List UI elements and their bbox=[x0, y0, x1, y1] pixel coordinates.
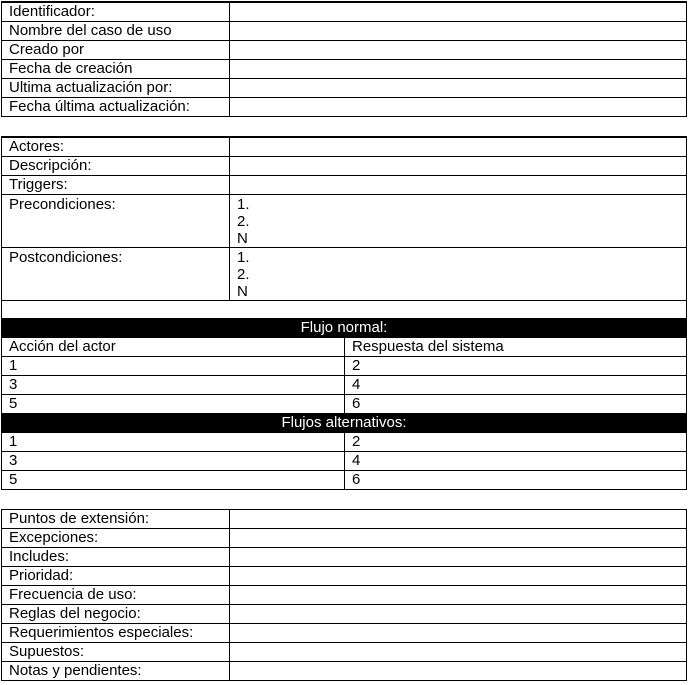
business-rules-value[interactable] bbox=[230, 605, 687, 624]
postcondition-item: N bbox=[237, 283, 248, 300]
alt-flow-system-step[interactable]: 6 bbox=[345, 471, 687, 490]
table-row bbox=[2, 60, 687, 79]
system-response-header: Respuesta del sistema bbox=[345, 338, 687, 357]
preconditions-label: Precondiciones: bbox=[2, 195, 230, 248]
table-row bbox=[2, 510, 687, 529]
exceptions-label: Excepciones: bbox=[2, 529, 230, 548]
creation-date-label: Fecha de creación bbox=[2, 60, 230, 79]
table-row bbox=[2, 586, 687, 605]
table-row bbox=[2, 376, 687, 395]
last-updated-by-label: Ultima actualización por: bbox=[2, 79, 230, 98]
table-row bbox=[2, 2, 687, 22]
normal-flow-actor-step[interactable]: 3 bbox=[2, 376, 345, 395]
table-row bbox=[2, 605, 687, 624]
preconditions-list[interactable] bbox=[230, 195, 687, 248]
precondition-item: 1. bbox=[237, 196, 250, 213]
identificador-value[interactable] bbox=[230, 2, 687, 22]
table-row bbox=[2, 643, 687, 662]
assumptions-value[interactable] bbox=[230, 643, 687, 662]
table-row bbox=[2, 452, 687, 471]
frequency-label: Frecuencia de uso: bbox=[2, 586, 230, 605]
identificador-label: Identificador: bbox=[2, 2, 230, 22]
table-row bbox=[2, 529, 687, 548]
table-row bbox=[2, 176, 687, 195]
details-table bbox=[1, 136, 687, 490]
notes-value[interactable] bbox=[230, 662, 687, 681]
normal-flow-system-step[interactable]: 2 bbox=[345, 357, 687, 376]
alt-flow-actor-step[interactable]: 5 bbox=[2, 471, 345, 490]
normal-flow-system-step[interactable]: 6 bbox=[345, 395, 687, 414]
priority-label: Prioridad: bbox=[2, 567, 230, 586]
table-row bbox=[2, 395, 687, 414]
normal-flow-title: Flujo normal: bbox=[2, 319, 687, 338]
header-table bbox=[1, 1, 687, 117]
normal-flow-actor-step[interactable]: 5 bbox=[2, 395, 345, 414]
table-row bbox=[2, 41, 687, 60]
special-requirements-label: Requerimientos especiales: bbox=[2, 624, 230, 643]
precondition-item: N bbox=[237, 230, 248, 247]
table-row bbox=[2, 357, 687, 376]
table-row bbox=[2, 301, 687, 319]
alt-flow-actor-step[interactable]: 3 bbox=[2, 452, 345, 471]
precondition-item: 2. bbox=[237, 213, 250, 230]
extension-points-value[interactable] bbox=[230, 510, 687, 529]
triggers-value[interactable] bbox=[230, 176, 687, 195]
last-update-date-value[interactable] bbox=[230, 98, 687, 117]
table-row bbox=[2, 548, 687, 567]
postconditions-label: Postcondiciones: bbox=[2, 248, 230, 301]
actor-action-header: Acción del actor bbox=[2, 338, 345, 357]
extension-points-label: Puntos de extensión: bbox=[2, 510, 230, 529]
footer-table bbox=[1, 509, 687, 681]
use-case-name-label: Nombre del caso de uso bbox=[2, 22, 230, 41]
actors-value[interactable] bbox=[230, 137, 687, 157]
table-row bbox=[2, 195, 687, 248]
postcondition-item: 2. bbox=[237, 266, 250, 283]
use-case-name-value[interactable] bbox=[230, 22, 687, 41]
creation-date-value[interactable] bbox=[230, 60, 687, 79]
exceptions-value[interactable] bbox=[230, 529, 687, 548]
table-row bbox=[2, 157, 687, 176]
normal-flow-system-step[interactable]: 4 bbox=[345, 376, 687, 395]
alt-flow-title: Flujos alternativos: bbox=[2, 414, 687, 433]
table-row bbox=[2, 22, 687, 41]
created-by-label: Creado por bbox=[2, 41, 230, 60]
created-by-value[interactable] bbox=[230, 41, 687, 60]
last-update-date-label: Fecha última actualización: bbox=[2, 98, 230, 117]
table-row bbox=[2, 79, 687, 98]
special-requirements-value[interactable] bbox=[230, 624, 687, 643]
section-header-row bbox=[2, 319, 687, 338]
table-row bbox=[2, 248, 687, 301]
priority-value[interactable] bbox=[230, 567, 687, 586]
table-row bbox=[2, 433, 687, 452]
alt-flow-system-step[interactable]: 2 bbox=[345, 433, 687, 452]
table-row bbox=[2, 338, 687, 357]
description-label: Descripción: bbox=[2, 157, 230, 176]
normal-flow-actor-step[interactable]: 1 bbox=[2, 357, 345, 376]
notes-label: Notas y pendientes: bbox=[2, 662, 230, 681]
table-row bbox=[2, 98, 687, 117]
alt-flow-actor-step[interactable]: 1 bbox=[2, 433, 345, 452]
alt-flow-system-step[interactable]: 4 bbox=[345, 452, 687, 471]
section-header-row bbox=[2, 414, 687, 433]
table-row bbox=[2, 137, 687, 157]
table-row bbox=[2, 471, 687, 490]
assumptions-label: Supuestos: bbox=[2, 643, 230, 662]
blank-row bbox=[2, 301, 687, 319]
triggers-label: Triggers: bbox=[2, 176, 230, 195]
last-updated-by-value[interactable] bbox=[230, 79, 687, 98]
includes-value[interactable] bbox=[230, 548, 687, 567]
frequency-value[interactable] bbox=[230, 586, 687, 605]
postcondition-item: 1. bbox=[237, 249, 250, 266]
includes-label: Includes: bbox=[2, 548, 230, 567]
table-row bbox=[2, 567, 687, 586]
description-value[interactable] bbox=[230, 157, 687, 176]
table-row bbox=[2, 662, 687, 681]
business-rules-label: Reglas del negocio: bbox=[2, 605, 230, 624]
table-row bbox=[2, 624, 687, 643]
postconditions-list[interactable] bbox=[230, 248, 687, 301]
actors-label: Actores: bbox=[2, 137, 230, 157]
